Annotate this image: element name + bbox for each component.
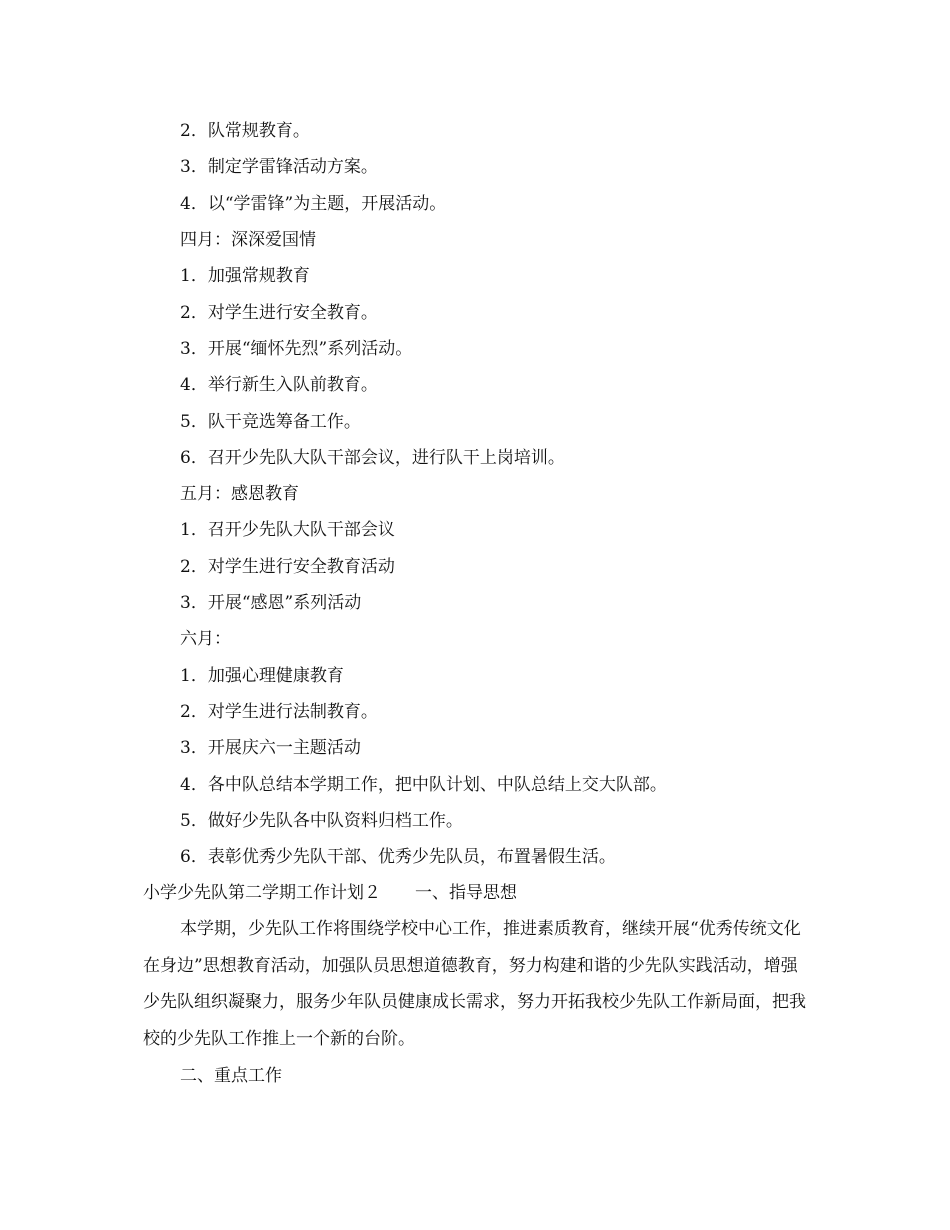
section-key-work-heading: 二、重点工作 <box>180 1066 282 1086</box>
june-item-3: 3．开展庆六一主题活动 <box>180 738 361 758</box>
june-item-4: 4．各中队总结本学期工作，把中队计划、中队总结上交大队部。 <box>180 775 667 795</box>
april-item-6: 6．召开少先队大队干部会议，进行队干上岗培训。 <box>180 448 565 468</box>
may-item-3: 3．开展“感恩”系列活动 <box>180 593 362 613</box>
june-heading: 六月： <box>180 629 231 649</box>
plan2-title: 小学少先队第二学期工作计划２ 一、指导思想 <box>143 883 517 903</box>
april-item-3: 3．开展“缅怀先烈”系列活动。 <box>180 339 413 359</box>
april-item-4: 4．举行新生入队前教育。 <box>180 375 378 395</box>
may-heading: 五月：感恩教育 <box>180 484 299 504</box>
april-item-2: 2．对学生进行安全教育。 <box>180 303 378 323</box>
april-item-1: 1．加强常规教育 <box>180 266 310 286</box>
april-item-5: 5．队干竞选筹备工作。 <box>180 412 361 432</box>
june-item-2: 2．对学生进行法制教育。 <box>180 702 378 722</box>
march-item-4: 4．以“学雷锋”为主题，开展活动。 <box>180 194 447 214</box>
march-item-2: 2．队常规教育。 <box>180 121 310 141</box>
march-item-3: 3．制定学雷锋活动方案。 <box>180 157 378 177</box>
june-item-6: 6．表彰优秀少先队干部、优秀少先队员，布置暑假生活。 <box>180 847 616 867</box>
june-item-5: 5．做好少先队各中队资料归档工作。 <box>180 811 463 831</box>
april-heading: 四月：深深爱国情 <box>180 230 316 250</box>
may-item-1: 1．召开少先队大队干部会议 <box>180 520 395 540</box>
guiding-thought-paragraph: 本学期，少先队工作将围绕学校中心工作，推进素质教育，继续开展“优秀传统文化在身边”思想教育活动，加强队员思想道德教育，努力构建和谐的少先队实践活动，增强少先队组织凝聚力，服务少年队员健康成长需求，努力开拓我校少先队工作新局面，把我校的少先队工作推上一个新的台阶。 <box>143 919 806 1049</box>
may-item-2: 2．对学生进行安全教育活动 <box>180 557 395 577</box>
june-item-1: 1．加强心理健康教育 <box>180 666 344 686</box>
